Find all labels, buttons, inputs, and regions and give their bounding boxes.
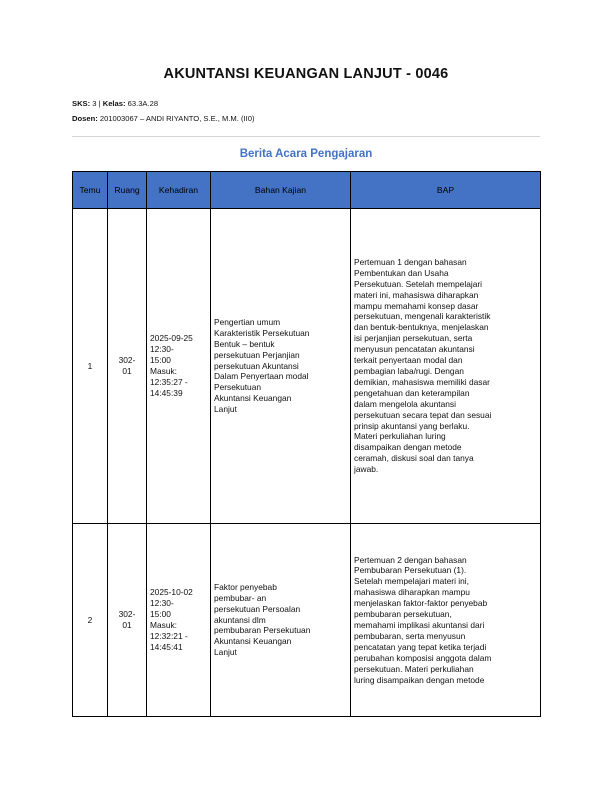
bap-cell: [351, 524, 541, 717]
bap-cell-line: mahasiswa diharapkan mampu: [354, 587, 470, 598]
kehadiran-cell-line: 15:00: [150, 355, 171, 366]
bahan-kajian-cell-line: Karakteristik Persekutuan: [214, 327, 310, 338]
dosen-value: 201003067 – ANDI RIYANTO, S.E., M.M. (II0): [99, 114, 255, 123]
bahan-kajian-cell-line: Lanjut: [214, 404, 237, 415]
divider: [72, 136, 540, 137]
bahan-kajian-cell-line: pembubaran Persekutuan: [214, 625, 311, 636]
temu-cell: 1: [73, 209, 108, 524]
bahan-kajian-cell-line: persekutuan Akuntansi: [214, 360, 299, 371]
meta-separator: |: [96, 99, 103, 108]
bap-cell-line: Pertemuan 2 dengan bahasan: [354, 554, 467, 565]
bap-cell-line: menyusun pencatatan akuntansi: [354, 344, 475, 355]
course-meta-line: [72, 99, 158, 109]
kehadiran-cell-line: 12:32:21 -: [150, 630, 188, 641]
bap-cell-line: terkait penyertaan modal dan: [354, 355, 463, 366]
bap-cell-line: persekutuan secara tepat dan sesuai: [354, 409, 492, 420]
lecturer-meta-line: [72, 114, 254, 124]
bap-cell-line: prinsip akuntansi yang berlaku.: [354, 420, 470, 431]
bap-cell-line: perubahan komposisi anggota dalam: [354, 652, 492, 663]
kehadiran-cell-line: Masuk:: [150, 620, 177, 630]
temu-cell: 2: [73, 524, 108, 717]
bap-cell-line: pembubaran persekutuan,: [354, 609, 452, 620]
bahan-kajian-cell-line: persekutuan Persoalan: [214, 603, 301, 614]
ruang-cell-line: 01: [122, 620, 132, 630]
kehadiran-cell-line: 2025-09-25: [150, 333, 193, 344]
kehadiran-cell-line: Masuk:: [150, 366, 177, 376]
header-kehadiran: Kehadiran: [147, 172, 211, 209]
bap-cell-line: ceramah, diskusi soal dan tanya: [354, 453, 474, 464]
header-temu: Temu: [73, 172, 108, 209]
bahan-kajian-cell-line: Persekutuan: [214, 382, 262, 393]
kelas-value: 63.3A.28: [127, 99, 159, 108]
kehadiran-cell-line: 12:30-: [150, 344, 174, 355]
bap-cell-line: demikian, mahasiswa memiliki dasar: [354, 376, 490, 387]
bap-cell-line: materi ini, mahasiswa diharapkan: [354, 289, 479, 300]
kehadiran-cell-line: 15:00: [150, 609, 171, 620]
bahan-kajian-cell-line: Bentuk – bentuk: [214, 338, 275, 349]
ruang-cell-line: 302-: [118, 609, 136, 620]
bap-cell-line: Materi perkuliahan luring: [354, 431, 446, 442]
bahan-kajian-cell-line: Pengertian umum: [214, 316, 281, 327]
ruang-cell: [108, 524, 147, 717]
kehadiran-cell-line: 12:35:27 -: [150, 376, 188, 387]
bap-cell-line: Persekutuan. Setelah mempelajari: [354, 278, 483, 289]
bap-cell-line: dalam mengelola akuntansi: [354, 398, 456, 409]
bap-cell-line: persekutuan, mengenali karakteristik: [354, 311, 491, 322]
bap-cell-line: menjelaskan faktor-faktor penyebab: [354, 598, 488, 609]
table-row: [73, 209, 541, 524]
bap-cell: [351, 209, 541, 524]
bap-cell-line: Setelah mempelajari materi ini,: [354, 576, 469, 587]
bap-cell-line: Pembentukan dan Usaha: [354, 267, 449, 278]
bahan-kajian-cell-line: akuntansi dlm: [214, 614, 266, 625]
dosen-label: Dosen:: [72, 114, 98, 123]
header-bap: BAP: [351, 172, 541, 209]
sks-value: 3: [92, 99, 97, 108]
bahan-kajian-cell-line: Lanjut: [214, 647, 237, 658]
bap-cell-line: pembubaran, serta menyusun: [354, 630, 466, 641]
sks-label: SKS:: [72, 99, 91, 108]
bap-cell-line: Pertemuan 1 dengan bahasan: [354, 256, 467, 267]
bahan-kajian-cell: [211, 209, 351, 524]
header-bahan-kajian: Bahan Kajian: [211, 172, 351, 209]
bap-cell-line: jawab.: [354, 464, 379, 475]
kehadiran-cell-line: 14:45:41: [150, 641, 183, 652]
bap-cell-line: memahami implikasi akuntansi dari: [354, 620, 485, 630]
bap-cell-line: pencatatan yang tepat ketika terjadi: [354, 641, 487, 652]
bahan-kajian-cell-line: pembubar- an: [214, 592, 267, 603]
bap-cell-line: luring disampaikan dengan metode: [354, 674, 485, 685]
bap-cell-line: disampaikan dengan metode: [354, 442, 462, 453]
kehadiran-cell: [147, 209, 211, 524]
bap-cell-line: persekutuan. Materi perkuliahan: [354, 663, 474, 674]
ruang-cell-line: 302-: [118, 355, 136, 366]
bahan-kajian-cell: [211, 524, 351, 717]
bap-cell-line: pembagian laba/rugi. Dengan: [354, 366, 464, 376]
kehadiran-cell: [147, 524, 211, 717]
bap-cell-line: Pembubaran Persekutuan (1).: [354, 565, 467, 576]
ruang-cell: [108, 209, 147, 524]
teaching-record-table: [72, 171, 541, 717]
table-header-row: [73, 172, 541, 209]
document-title: AKUNTANSI KEUANGAN LANJUT - 0046: [163, 66, 449, 82]
kehadiran-cell-line: 12:30-: [150, 598, 174, 609]
bahan-kajian-cell-line: Dalam Penyertaan modal: [214, 371, 309, 382]
section-title: Berita Acara Pengajaran: [239, 148, 373, 160]
ruang-cell-line: 01: [122, 366, 132, 376]
header-ruang: Ruang: [108, 172, 147, 209]
kelas-label: Kelas:: [102, 99, 126, 108]
bap-cell-line: pengetahuan dan keterampilan: [354, 387, 470, 398]
bap-cell-line: dan bentuk-bentuknya, menjelaskan: [354, 322, 489, 333]
kehadiran-cell-line: 2025-10-02: [150, 587, 193, 598]
table-row: [73, 524, 541, 717]
bap-cell-line: isi perjanjian persekutuan, serta: [354, 333, 473, 344]
kehadiran-cell-line: 14:45:39: [150, 387, 183, 398]
bahan-kajian-cell-line: Faktor penyebab: [214, 581, 277, 592]
bap-cell-line: mampu memahami konsep dasar: [354, 300, 479, 311]
bahan-kajian-cell-line: Akuntansi Keuangan: [214, 393, 292, 404]
bahan-kajian-cell-line: Akuntansi Keuangan: [214, 636, 292, 647]
bahan-kajian-cell-line: persekutuan Perjanjian: [214, 349, 300, 360]
